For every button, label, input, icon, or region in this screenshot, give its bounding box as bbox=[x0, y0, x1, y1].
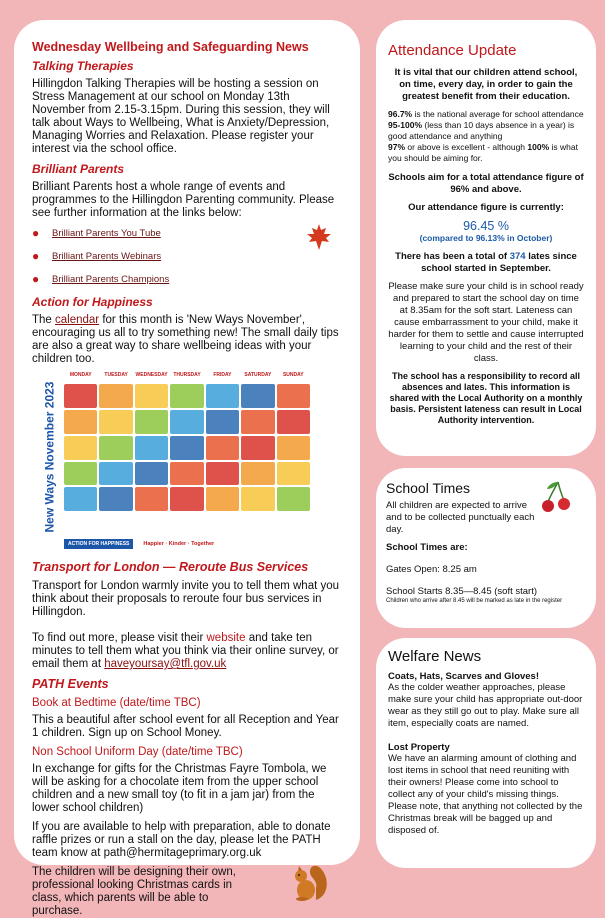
calendar-tile bbox=[135, 487, 168, 511]
calendar-image bbox=[38, 372, 310, 550]
calendar-day: TUESDAY bbox=[104, 372, 128, 378]
welfare-panel bbox=[376, 638, 596, 868]
calendar-link[interactable]: calendar bbox=[55, 314, 100, 326]
calendar-tile bbox=[277, 436, 310, 460]
calendar-tile bbox=[241, 462, 274, 486]
calendar-tile bbox=[277, 384, 310, 408]
link-brilliant-parents-youtube[interactable]: Brilliant Parents You Tube bbox=[52, 227, 161, 239]
event-non-uniform-text: In exchange for gifts for the Christmas Fayre Tombola, we will be asking for a chocolate item from the upper school children and a new small toy (to fit in a jam jar) from the lower school children) bbox=[32, 763, 327, 814]
list-item bbox=[32, 249, 344, 263]
wellbeing-title: Wednesday Wellbeing and Safeguarding News bbox=[32, 40, 309, 54]
calendar-tile bbox=[170, 462, 203, 486]
transport-website-link[interactable]: website bbox=[206, 632, 246, 644]
calendar-tile bbox=[135, 436, 168, 460]
calendar-day: SUNDAY bbox=[282, 372, 304, 378]
squirrel-icon bbox=[286, 860, 330, 904]
cherries-icon bbox=[538, 480, 574, 514]
brilliant-parents-heading: Brilliant Parents bbox=[32, 162, 125, 176]
attendance-stat-good: 95-100% (less than 10 days absence in a year) is good attendance and anything bbox=[388, 120, 575, 141]
attendance-lates: There has been a total of 374 lates since school started in September. bbox=[395, 251, 577, 274]
transport-heading: Transport for London — Reroute Bus Services bbox=[32, 560, 309, 574]
welfare-lost-text: We have an alarming amount of clothing and lost items in school that need reuniting with their owners! Please come into school to collect any of your child's missing things. Please note, that anything not collected by the Christmas break will be bagged up and disposed of. bbox=[388, 753, 583, 836]
school-times-panel bbox=[376, 468, 596, 628]
welfare-title: Welfare News bbox=[388, 648, 482, 665]
calendar-tile bbox=[277, 410, 310, 434]
calendar-tile bbox=[64, 462, 97, 486]
calendar-tile bbox=[206, 462, 239, 486]
school-times-starts: School Starts 8.35—8.45 (soft start) bbox=[386, 586, 538, 597]
calendar-tile bbox=[206, 384, 239, 408]
transport-text-1: Transport for London warmly invite you to tell them what you think about their proposals to reroute four bus services in Hillingdon. bbox=[32, 580, 340, 618]
path-events-heading: PATH Events bbox=[32, 677, 109, 691]
calendar-day: MONDAY bbox=[69, 372, 92, 378]
maple-leaf-icon bbox=[304, 222, 334, 252]
calendar-tile bbox=[99, 410, 132, 434]
calendar-tile bbox=[277, 462, 310, 486]
calendar-tile bbox=[206, 436, 239, 460]
calendar-badge: ACTION FOR HAPPINESS bbox=[64, 539, 133, 549]
wellbeing-panel bbox=[14, 20, 360, 917]
calendar-tile bbox=[241, 384, 274, 408]
event-book-at-bedtime-title: Book at Bedtime (date/time TBC) bbox=[32, 697, 201, 709]
calendar-tile bbox=[64, 487, 97, 511]
bullet-icon: ● bbox=[32, 272, 40, 286]
link-brilliant-parents-champions[interactable]: Brilliant Parents Champions bbox=[52, 273, 170, 285]
transport-email-link[interactable]: haveyoursay@tfl.gov.uk bbox=[104, 658, 227, 670]
welfare-lost-title: Lost Property bbox=[388, 742, 450, 753]
attendance-aim: Schools aim for a total attendance figure of 96% and above. bbox=[388, 172, 584, 195]
calendar-tile bbox=[99, 384, 132, 408]
calendar-tile bbox=[170, 410, 203, 434]
calendar-day: WEDNESDAY bbox=[135, 372, 168, 378]
event-book-at-bedtime-text: This a beautiful after school event for all Reception and Year 1 children. Sign up on School Money. bbox=[32, 714, 339, 739]
calendar-day: THURSDAY bbox=[173, 372, 201, 378]
welfare-coats-title: Coats, Hats, Scarves and Gloves! bbox=[388, 671, 540, 682]
calendar-tile bbox=[135, 410, 168, 434]
calendar-tile bbox=[135, 462, 168, 486]
calendar-day: FRIDAY bbox=[213, 372, 232, 378]
calendar-tile bbox=[277, 487, 310, 511]
calendar-tile bbox=[64, 436, 97, 460]
school-times-intro: All children are expected to arrive and to be collected punctually each day. bbox=[386, 500, 535, 535]
school-times-gates: Gates Open: 8.25 am bbox=[386, 564, 477, 575]
list-item bbox=[32, 272, 344, 286]
attendance-stat-national: 96.7% is the national average for school attendance bbox=[388, 109, 584, 119]
bullet-icon: ● bbox=[32, 249, 40, 263]
brilliant-parents-text: Brilliant Parents host a whole range of events and programmes to the Hillingdon Parenting community. Please see further information at the links below: bbox=[32, 181, 335, 219]
attendance-stat-excellent: 97% or above is excellent - although 100% is what you should be aiming for. bbox=[388, 142, 578, 163]
attendance-responsibility: The school has a responsibility to record all absences and lates. This information is shared with the Local Authority on a monthly basis. Persistent lateness can result in Local Authority intervention. bbox=[389, 371, 583, 425]
calendar-tile bbox=[99, 487, 132, 511]
action-for-happiness-text: The calendar for this month is 'New Ways November', encouraging us all to try something new! The small daily tips are also a great way to share wellbeing ideas with your children too. bbox=[32, 314, 339, 365]
transport-text-2: To find out more, please visit their website and take ten minutes to tell them what you think via their online survey, or email them at haveyoursay@tfl.gov.uk bbox=[32, 632, 339, 670]
event-non-uniform-text-2: If you are available to help with preparation, able to donate raffle prizes or run a stall on the day, please let the PATH team know at path@hermitageprimary.org.uk bbox=[32, 821, 331, 859]
calendar-tile bbox=[241, 487, 274, 511]
calendar-tile bbox=[99, 436, 132, 460]
school-times-title: School Times bbox=[386, 480, 471, 496]
attendance-ready-text: Please make sure your child is in school ready and prepared to start the school day on time at 8.35am for the soft start. Lateness can cause embarrassment to your child, make it harder for them to settle and cause interrupted learning to your child and the rest of their class. bbox=[388, 281, 584, 364]
brilliant-parents-links bbox=[32, 226, 344, 286]
welfare-coats-text: As the colder weather approaches, please make sure your child has appropriate out-door wear as they still go out to play. Make sure all item, especially coats are named. bbox=[388, 682, 583, 729]
calendar-tile bbox=[241, 436, 274, 460]
calendar-tagline: Happier · Kinder · Together bbox=[143, 541, 215, 547]
calendar-tile bbox=[99, 462, 132, 486]
calendar-tile bbox=[241, 410, 274, 434]
attendance-compared: (compared to 96.13% in October) bbox=[419, 233, 553, 243]
attendance-current-value: 96.45 % bbox=[463, 219, 509, 233]
calendar-grid bbox=[64, 372, 310, 537]
school-times-label: School Times are: bbox=[386, 542, 468, 553]
calendar-tile bbox=[135, 384, 168, 408]
bullet-icon: ● bbox=[32, 226, 40, 240]
calendar-tile bbox=[64, 410, 97, 434]
school-times-note: Children who arrive after 8.45 will be marked as late in the register bbox=[386, 598, 563, 604]
calendar-tile bbox=[206, 487, 239, 511]
event-non-uniform-title: Non School Uniform Day (date/time TBC) bbox=[32, 746, 243, 758]
calendar-tile bbox=[206, 410, 239, 434]
calendar-tile bbox=[170, 384, 203, 408]
calendar-tile bbox=[170, 487, 203, 511]
attendance-current-label: Our attendance figure is currently: bbox=[408, 202, 564, 213]
attendance-panel bbox=[376, 20, 596, 456]
calendar-tile bbox=[64, 384, 97, 408]
calendar-tile bbox=[170, 436, 203, 460]
link-brilliant-parents-webinars[interactable]: Brilliant Parents Webinars bbox=[52, 250, 162, 262]
calendar-footer bbox=[64, 538, 310, 550]
calendar-side-title: New Ways November 2023 bbox=[42, 381, 56, 533]
list-item bbox=[32, 226, 344, 240]
event-non-uniform-text-3: The children will be designing their own, professional looking Christmas cards in class, which parents will be able to purchase. bbox=[32, 866, 236, 917]
talking-therapies-heading: Talking Therapies bbox=[32, 59, 134, 73]
action-for-happiness-heading: Action for Happiness bbox=[32, 295, 153, 309]
attendance-title: Attendance Update bbox=[388, 42, 517, 59]
talking-therapies-text: Hillingdon Talking Therapies will be hosting a session on Stress Management at our school on Monday 13th November from 2.15-3.15pm. During this session, they will talk about Ways to Wellbeing, What is Anxiety/Depression, Managing Worries and Relaxation. Please register your interest via the school office. bbox=[32, 78, 330, 155]
calendar-day: SATURDAY bbox=[244, 372, 272, 378]
attendance-intro: It is vital that our children attend school, on time, every day, in order to gain the greatest benefit from their education. bbox=[394, 67, 578, 102]
